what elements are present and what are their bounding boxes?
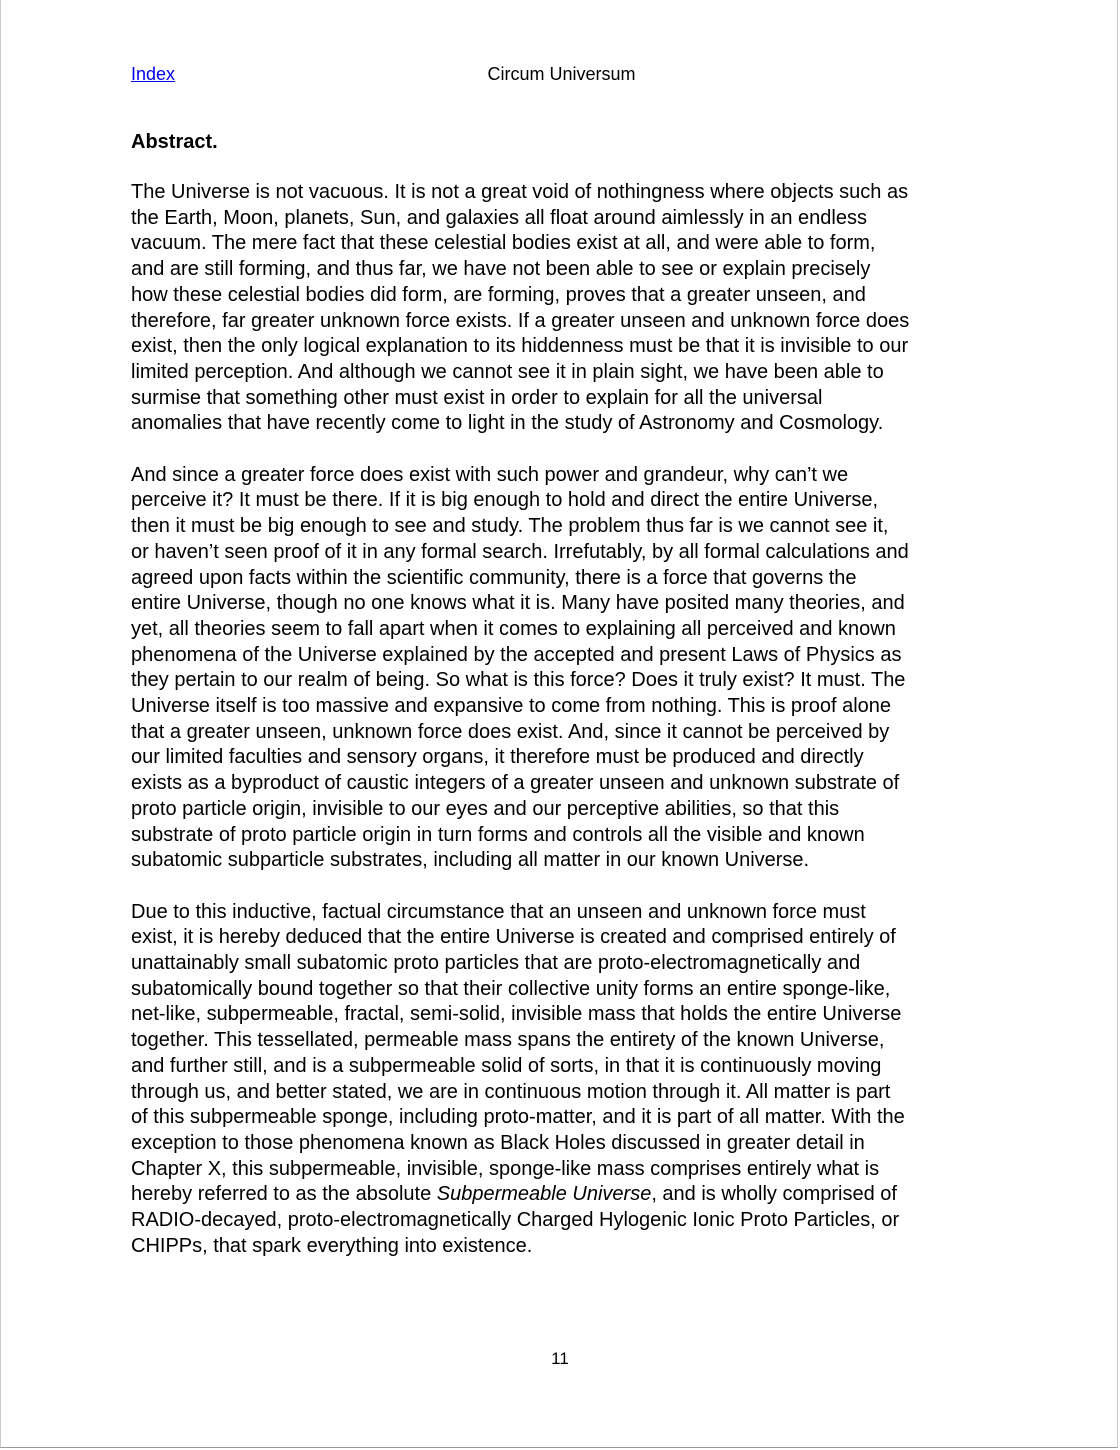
text-line: net-like, subpermeable, fractal, semi-solid, invisible mass that holds the entire Universe [131, 1003, 902, 1026]
italic-term: Subpermeable Universe [436, 1183, 652, 1206]
text-line: Universe itself is too massive and expansive to come from nothing. This is proof alone [131, 695, 891, 718]
abstract-paragraph-3 [131, 900, 991, 1260]
text-line: the Earth, Moon, planets, Sun, and galaxies all float around aimlessly in an endless [131, 206, 867, 229]
text-line: how these celestial bodies did form, are forming, proves that a greater unseen, and [131, 283, 866, 306]
abstract-paragraph-1 [131, 180, 991, 437]
text-line: Chapter X, this subpermeable, invisible, sponge-like mass comprises entirely what is [131, 1157, 880, 1180]
page-content [131, 129, 991, 1285]
text-line: vacuum. The mere fact that these celestial bodies exist at all, and were able to form, [131, 232, 876, 255]
text-line: together. This tessellated, permeable mass spans the entirety of the known Universe, [131, 1029, 885, 1052]
text-line: surmise that something other must exist in order to explain for all the universal [131, 386, 823, 409]
text-line: CHIPPs, that spark everything into existence. [131, 1234, 533, 1257]
text-line: And since a greater force does exist with such power and grandeur, why can’t we [131, 463, 849, 486]
text-line: through us, and better stated, we are in continuous motion through it. All matter is part [131, 1080, 891, 1103]
text-line: entire Universe, though no one knows what it is. Many have posited many theories, and [131, 592, 905, 615]
text-line: yet, all theories seem to fall apart when it comes to explaining all perceived and known [131, 617, 896, 640]
text-line: subatomic subparticle substrates, including all matter in our known Universe. [131, 849, 810, 872]
index-link[interactable]: Index [131, 64, 176, 84]
text-line: exist, it is hereby deduced that the entire Universe is created and comprised entirely of [131, 926, 896, 949]
text-line: phenomena of the Universe explained by the accepted and present Laws of Physics as [131, 643, 902, 666]
text-line: subatomically bound together so that their collective unity forms an entire sponge-like, [131, 977, 891, 1000]
text-line: unattainably small subatomic proto particles that are proto-electromagnetically and [131, 952, 861, 975]
text-line: anomalies that have recently come to light in the study of Astronomy and Cosmology. [131, 412, 884, 435]
text-line: RADIO-decayed, proto-electromagnetically Charged Hylogenic Ionic Proto Particles, or [131, 1209, 900, 1232]
text-line-with-italic [131, 1182, 991, 1208]
text-line: our limited faculties and sensory organs, it therefore must be produced and directly [131, 746, 864, 769]
text-line: and are still forming, and thus far, we have not been able to see or explain precisely [131, 258, 871, 281]
text-line: substrate of proto particle origin in turn forms and controls all the visible and known [131, 823, 865, 846]
text-line: Due to this inductive, factual circumstance that an unseen and unknown force must [131, 900, 866, 923]
text-line: that a greater unseen, unknown force does exist. And, since it cannot be perceived by [131, 720, 890, 743]
text-line: The Universe is not vacuous. It is not a great void of nothingness where objects such as [131, 181, 909, 203]
text-line: they pertain to our realm of being. So what is this force? Does it truly exist? It must. The [131, 669, 906, 692]
text-line: exception to those phenomena known as Black Holes discussed in greater detail in [131, 1131, 865, 1154]
text-line: or haven’t seen proof of it in any formal search. Irrefutably, by all formal calculations and [131, 540, 909, 563]
text-line: of this subpermeable sponge, including proto-matter, and it is part of all matter. With the [131, 1106, 905, 1129]
text-line: then it must be big enough to see and study. The problem thus far is we cannot see it, [131, 515, 889, 538]
abstract-paragraph-2 [131, 463, 991, 874]
text-line: perceive it? It must be there. If it is big enough to hold and direct the entire Universe, [131, 489, 879, 512]
text-line: limited perception. And although we cannot see it in plain sight, we have been able to [131, 360, 884, 383]
text-line: proto particle origin, invisible to our eyes and our perceptive abilities, so that this [131, 797, 840, 820]
text-fragment: hereby referred to as the absolute [131, 1183, 437, 1206]
running-title: Circum Universum [487, 64, 636, 84]
text-line: and further still, and is a subpermeable solid of sorts, in that it is continuously moving [131, 1054, 882, 1077]
abstract-heading: Abstract. [131, 131, 218, 153]
text-line: exists as a byproduct of caustic integers of a greater unseen and unknown substrate of [131, 772, 900, 795]
text-line: exist, then the only logical explanation to its hiddenness must be that it is invisible to our [131, 335, 909, 358]
text-fragment: , and is wholly comprised of [651, 1183, 897, 1206]
page-number: 11 [551, 1349, 569, 1368]
text-line: therefore, far greater unknown force exists. If a greater unseen and unknown force does [131, 309, 910, 332]
page-header [131, 62, 988, 86]
text-line: agreed upon facts within the scientific community, there is a force that governs the [131, 566, 857, 589]
